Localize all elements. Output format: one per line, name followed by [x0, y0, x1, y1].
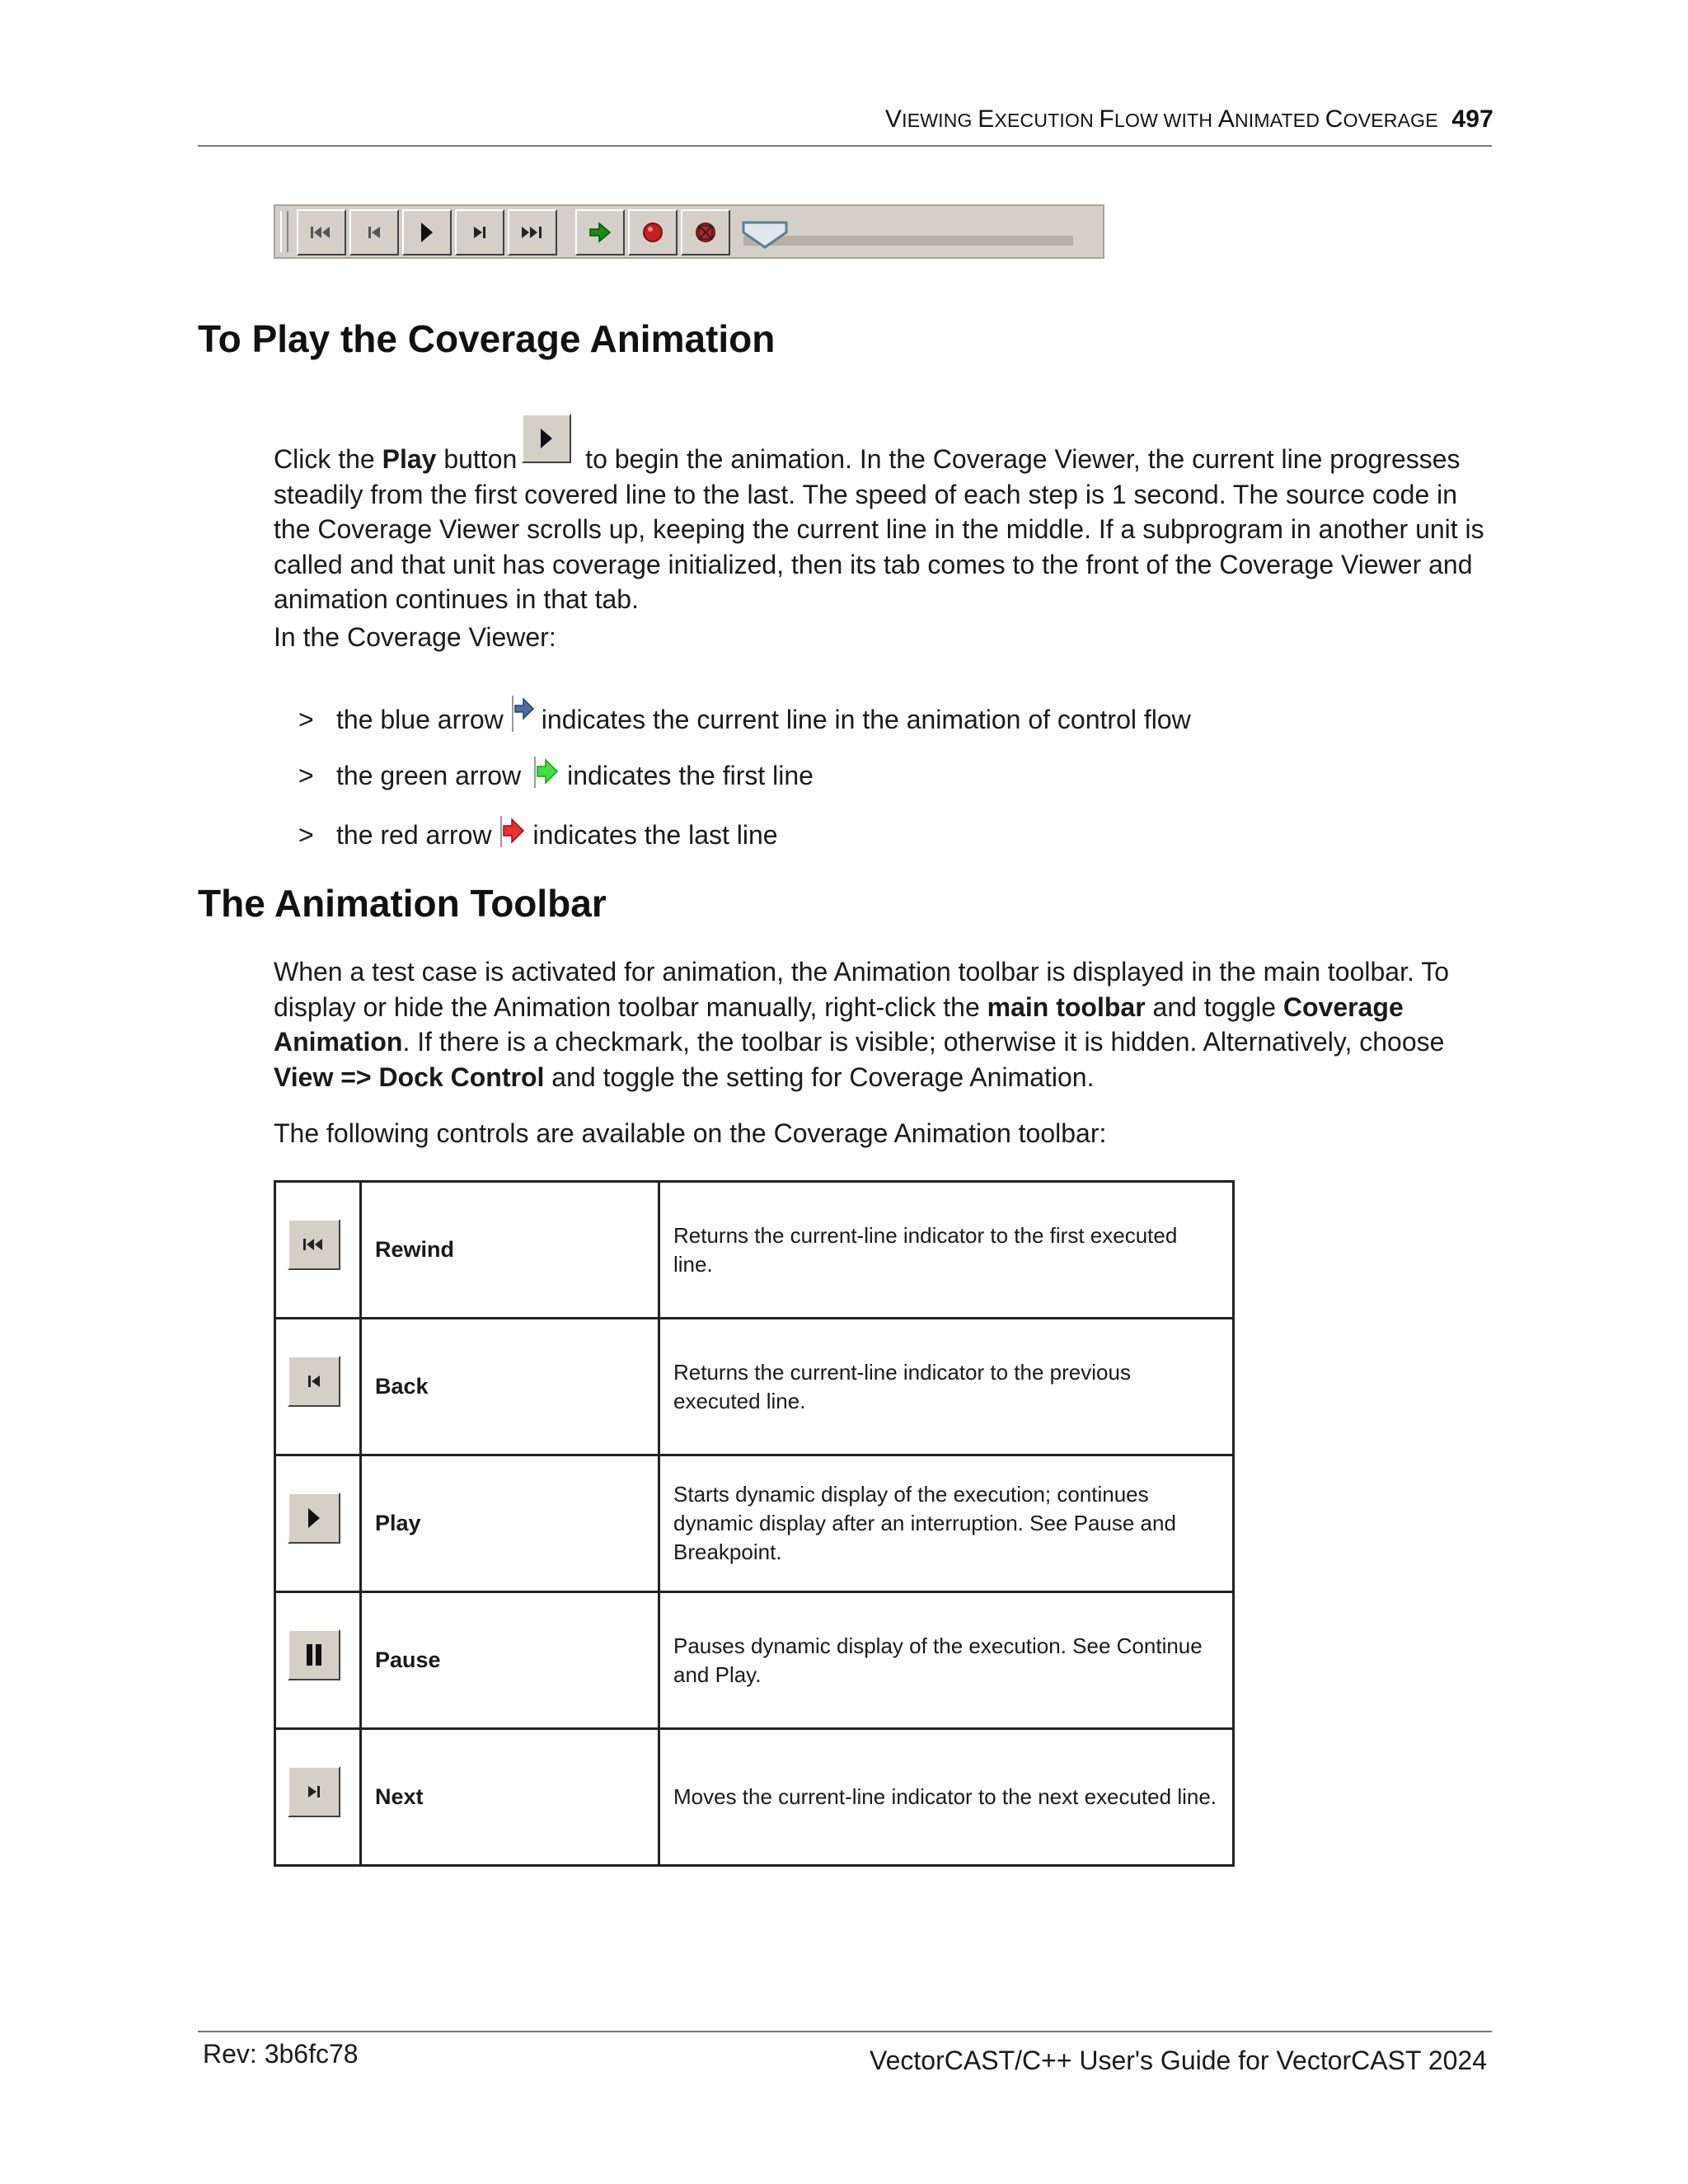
header-title: VIEWING EXECUTION FLOW WITH ANIMATED COVERAGE — [884, 105, 1438, 133]
controls-table — [274, 1180, 1235, 1867]
back-icon — [349, 209, 399, 255]
running-header — [885, 105, 1493, 134]
footer-rule — [198, 2031, 1492, 2032]
rewind-icon — [297, 209, 346, 255]
play-icon — [522, 414, 571, 463]
guide-title: VectorCAST/C++ User's Guide for VectorCAST 2024 — [870, 2046, 1487, 2075]
bullet-red-arrow: > the red arrow indicates the last line — [298, 814, 778, 851]
play-icon — [288, 1493, 340, 1544]
rewind-icon — [288, 1219, 340, 1270]
play-paragraph: Click the Play button to begin the animation. In the Coverage Viewer, the current line progresses steadily from the first covered line to the last. The speed of each step is 1 second. The source code in the Coverage Viewer scrolls up, keeping the current line in the middle. If a subprogram in another unit is called and that unit has coverage initialized, then its tab comes to the front of the Coverage Viewer and animation continues in that tab. — [274, 422, 1493, 617]
animation-toolbar-paragraph: When a test case is activated for animation, the Animation toolbar is displayed in the main toolbar. To display or hide the Animation toolbar manually, right-click the main toolbar and toggle Coverage Animation. If there is a checkmark, the toolbar is visible; otherwise it is hidden. Alternatively, choose View => Dock Control and toggle the setting for Coverage Animation. — [274, 957, 1449, 1092]
control-description: Pauses dynamic display of the execution. See Continue and Play. — [659, 1592, 1234, 1729]
table-row — [275, 1319, 1234, 1455]
control-description: Starts dynamic display of the execution; continues dynamic display after an interruption. See Pause and Breakpoint. — [659, 1455, 1234, 1592]
control-description: Moves the current-line indicator to the next executed line. — [659, 1729, 1234, 1866]
speed-slider-track — [743, 236, 1073, 246]
table-row — [275, 1182, 1234, 1319]
control-name: Play — [361, 1455, 659, 1592]
toolbar-grip — [280, 211, 288, 252]
blue-arrow-icon — [510, 694, 535, 733]
green-arrow-icon — [575, 209, 625, 255]
control-name: Back — [361, 1319, 659, 1455]
control-name: Pause — [361, 1592, 659, 1729]
next-icon — [288, 1766, 340, 1817]
coverage-viewer-intro: In the Coverage Viewer: — [274, 622, 556, 652]
control-name: Rewind — [361, 1182, 659, 1319]
bullet-green-arrow: > the green arrow indicates the first line — [298, 755, 814, 791]
record-icon — [628, 209, 678, 255]
control-name: Next — [361, 1729, 659, 1866]
clear-breakpoint-icon — [681, 209, 730, 255]
header-rule — [198, 145, 1492, 147]
control-description: Returns the current-line indicator to the previous executed line. — [659, 1319, 1234, 1455]
table-row — [275, 1592, 1234, 1729]
next-icon — [455, 209, 504, 255]
fast-forward-icon — [508, 209, 557, 255]
green-arrow-icon — [528, 755, 560, 790]
red-arrow-icon — [499, 814, 527, 849]
table-row — [275, 1455, 1234, 1592]
revision-label: Rev: 3b6fc78 — [203, 2039, 359, 2069]
heading-animation-toolbar: The Animation Toolbar — [198, 882, 607, 925]
animation-toolbar-image — [274, 204, 1104, 259]
play-icon — [402, 209, 452, 255]
back-icon — [288, 1356, 340, 1407]
table-row — [275, 1729, 1234, 1866]
heading-play-coverage-animation: To Play the Coverage Animation — [198, 317, 776, 360]
speed-slider-icon — [740, 218, 793, 251]
bullet-blue-arrow: > the blue arrow indicates the current line in the animation of control flow — [298, 694, 1191, 735]
pause-icon — [288, 1629, 340, 1680]
control-description: Returns the current-line indicator to the first executed line. — [659, 1182, 1234, 1319]
page-number: 497 — [1451, 105, 1493, 133]
controls-intro: The following controls are available on the Coverage Animation toolbar: — [274, 1118, 1107, 1148]
